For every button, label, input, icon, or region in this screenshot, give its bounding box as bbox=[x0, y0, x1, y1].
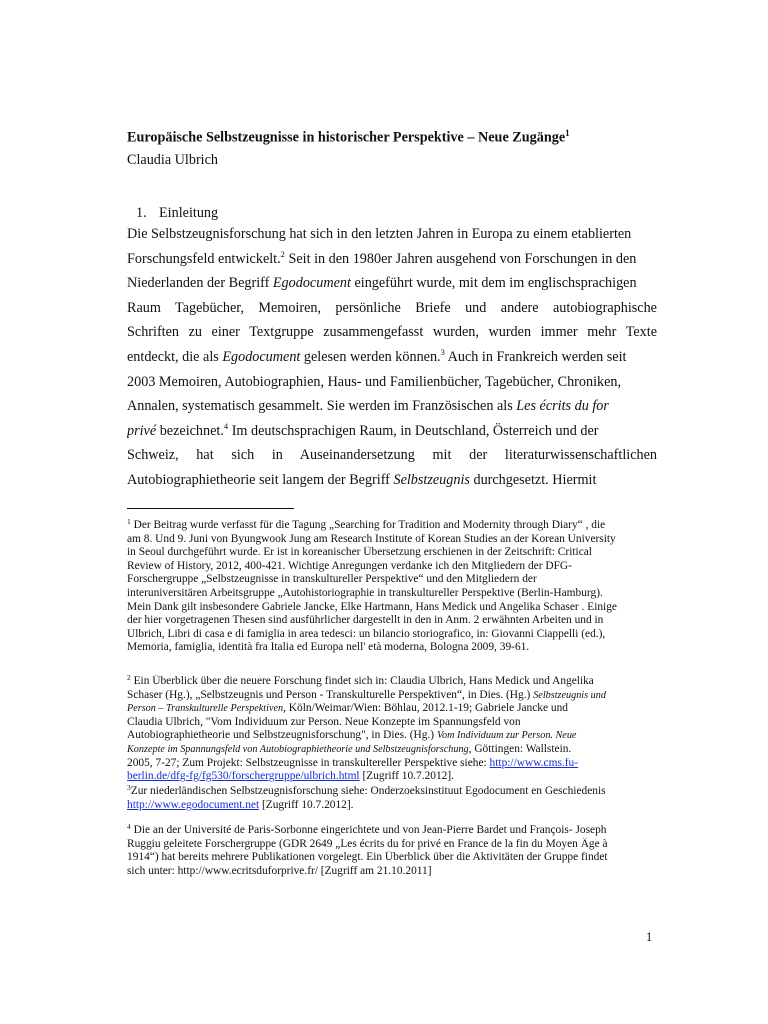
body-line: Raum Tagebücher, Memoiren, persönliche Briefe und andere autobiographische bbox=[127, 299, 657, 316]
project-link-cont[interactable]: berlin.de/dfg-fg/fg530/forschergruppe/ulbrich.html bbox=[127, 770, 360, 783]
body-line: Schriften zu einer Textgruppe zusammengefasst wurden, wurden immer mehr Texte bbox=[127, 324, 657, 341]
body-line: Schweiz, hat sich in Auseinandersetzung mit der literaturwissenschaftlichen bbox=[127, 447, 657, 464]
egodocument-link[interactable]: http://www.egodocument.net bbox=[127, 798, 260, 811]
footnote-ref-2[interactable]: 2 bbox=[280, 248, 285, 259]
project-link[interactable]: http://www.cms.fu- bbox=[489, 756, 579, 769]
section-heading bbox=[136, 204, 218, 222]
body-line: Forschungsfeld entwickelt.$^2$ Seit in den 1980er Jahren ausgehend von Forschungen in den bbox=[127, 248, 637, 267]
paper-title: Europäische Selbstzeugnisse in historischer Perspektive – Neue Zugänge$^1$ bbox=[127, 128, 570, 146]
body-line: 2003 Memoiren, Autobiographien, Haus- und Familienbücher, Tagebücher, Chroniken, bbox=[127, 373, 622, 390]
footnote-3: $^3$Zur niederländischen Selbstzeugnisforschung siehe: Onderzoeksinstituut Egodocument en Geschiedenis http://www.egodocument.net [Zugriff 10.7.2012]. bbox=[127, 785, 606, 811]
footnote-2: $^2$ Ein Überblick über die neuere Forschung findet sich in: Claudia Ulbrich, Hans Medick und Angelika Schaser (Hg.), „Selbstzeugnis und Person - Transkulturelle Perspektiven“, in Dies. (Hg.) Selbstzeugnis und Person – Transkulturelle Perspektiven, Köln/Weimar/Wien: Böhlau, 2012.1-19; Gabriele Jancke und Claudia Ulbrich, "Vom Individuum zur Person. Neue Konzepte im Spannungsfeld von Autobiographietheorie und Selbstzeugnisforschung", in Dies. (Hg.) Vom Individuum zur Person. Neue Konzepte im Spannungsfeld von Autobiographietheorie und Selbstzeugnisforschung, Göttingen: Wallstein. 2005, 7-27; Zum Projekt: Selbstzeugnisse in transkultereller Perspektive siehe: http://www.cms.fu- berlin.de/dfg-fg/fg530/forschergruppe/ulbrich.html [Zugriff 10.7.2012]. bbox=[127, 675, 606, 783]
section-number: 1. bbox=[136, 205, 147, 221]
section-title: Einleitung bbox=[159, 205, 219, 221]
footnote-separator bbox=[127, 508, 294, 509]
body-line: Niederlanden der Begriff Egodocument eingeführt wurde, mit dem im englischsprachigen bbox=[127, 275, 637, 292]
page-number: 1 bbox=[646, 930, 653, 944]
body-line: privé bezeichnet.$^4$ Im deutschsprachigen Raum, in Deutschland, Österreich und der bbox=[127, 420, 599, 439]
body-line: Autobiographietheorie seit langem der Begriff Selbstzeugnis durchgesetzt. Hiermit bbox=[127, 471, 597, 488]
body-line: entdeckt, die als Egodocument gelesen werden können.$^3$ Auch in Frankreich werden seit bbox=[127, 346, 627, 365]
footnote-1: $^1$ Der Beitrag wurde verfasst für die Tagung „Searching for Tradition and Modernity through Diary“ , die am 8. Und 9. Juni von Byungwook Jung am Research Institute of Korean Studies an der Korean University in Seoul durchgeführt wurde. Er ist in koreanischer Übersetzung erschienen in der Zeitschrift: Critical Review of History, 2012, 400-421. Wichtige Anregungen verdanke ich den Mitgliedern der DFG- Forschergruppe „Selbstzeugnisse in transkultureller Perspektive“ und den Mitgliedern der interuniversitären Arbeitsgruppe „Autohistoriographie in transkultureller Perspektive (Berlin-Hamburg). Mein Dank gilt insbesondere Gabriele Jancke, Elke Hartmann, Hans Medick und Angelika Schaser . Einige der hier vorgetragenen Thesen sind ausführlicher dargestellt in den in Anm. 2 erwähnten Arbeiten und in Ulbrich, Libri di casa e di famiglia in area tedesci: un bilancio storiografico, in: Giovanni Ciappelli (ed.), Memoria, famiglia, identità fra Italia ed Europa nell' età moderna, Bologna 2009, 39-61. bbox=[127, 519, 617, 654]
body-line: Annalen, systematisch gesammelt. Sie werden im Französischen als Les écrits du for bbox=[127, 398, 609, 415]
footnote-ref-3[interactable]: 3 bbox=[440, 346, 445, 357]
author-name: Claudia Ulbrich bbox=[127, 152, 219, 168]
body-text bbox=[127, 222, 657, 493]
body-line: Die Selbstzeugnisforschung hat sich in den letzten Jahren in Europa zu einem etablierten bbox=[127, 226, 632, 242]
footnote-ref-4[interactable]: 4 bbox=[223, 420, 229, 431]
footnote-ref-1[interactable]: 1 bbox=[565, 128, 570, 138]
footnote-4: $^4$ Die an der Université de Paris-Sorbonne eingerichtete und von Jean-Pierre Bardet und François- Joseph Ruggiu geleitete Forschergruppe (GDR 2649 „Les écrits du for privé en France de la fin du Moyen Âge à 1914“) hat bereits mehrere Publikationen vorgelegt. Ein Überblick über die Aktivitäten der Gruppe findet sich unter: http://www.ecritsduforprive.fr/ [Zugriff am 21.10.2011] bbox=[127, 824, 608, 877]
